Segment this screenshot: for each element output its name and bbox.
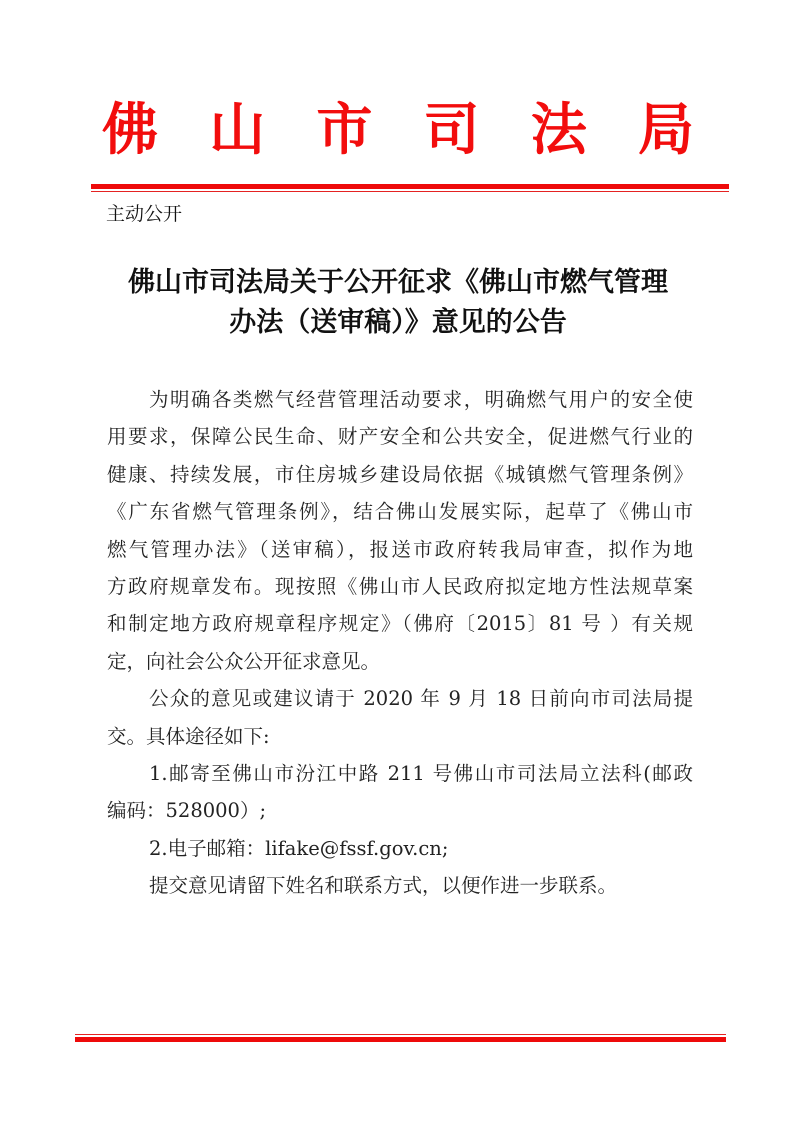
- body-line: 燃气管理办法》（送审稿），报送市政府转我局审查，拟作为地: [107, 537, 693, 561]
- body-line: 定，向社会公众公开征求意见。: [107, 649, 381, 673]
- masthead: [100, 96, 696, 164]
- title-line-2: 办法（送审稿）》意见的公告: [229, 307, 567, 338]
- title-line-1: 佛山市司法局关于公开征求《佛山市燃气管理: [128, 267, 668, 298]
- masthead-char: 局: [637, 97, 694, 163]
- document-title: [96, 263, 700, 343]
- document-body: [107, 381, 693, 904]
- body-line: 用要求，保障公民生命、财产安全和公共安全，促进燃气行业的: [107, 425, 693, 449]
- header-rule-thin: [91, 191, 729, 192]
- footer-rule-thick: [75, 1037, 726, 1042]
- masthead-char: 佛: [102, 97, 158, 163]
- masthead-char: 山: [209, 97, 266, 163]
- body-line: 和制定地方政府规章程序规定》（佛府〔2015〕81 号 ）有关规: [107, 612, 693, 636]
- masthead-char: 法: [530, 97, 587, 163]
- body-line: 为明确各类燃气经营管理活动要求，明确燃气用户的安全使: [149, 388, 693, 411]
- body-line: 公众的意见或建议请于 2020 年 9 月 18 日前向市司法局提: [149, 687, 693, 711]
- body-line: 提交意见请留下姓名和联系方式，以便作进一步联系。: [149, 874, 618, 898]
- masthead-char: 司: [423, 97, 480, 163]
- email-line: 2.电子邮箱：lifake@fssf.gov.cn;: [149, 836, 449, 860]
- header-rule-thick: [91, 184, 729, 189]
- body-line: 方政府规章发布。现按照《佛山市人民政府拟定地方性法规草案: [107, 574, 693, 598]
- body-line: 1.邮寄至佛山市汾江中路 211 号佛山市司法局立法科(邮政: [149, 761, 693, 785]
- body-line: 健康、持续发展，市住房城乡建设局依据《城镇燃气管理条例》: [107, 462, 693, 486]
- disclosure-label: 主动公开: [106, 203, 183, 225]
- masthead-char: 市: [316, 97, 373, 163]
- body-line: 《广东省燃气管理条例》，结合佛山发展实际，起草了《佛山市: [107, 500, 693, 524]
- body-line: 交。具体途径如下:: [107, 724, 270, 748]
- body-line: 编码：528000）;: [107, 799, 267, 823]
- footer-rule-thin: [75, 1034, 726, 1035]
